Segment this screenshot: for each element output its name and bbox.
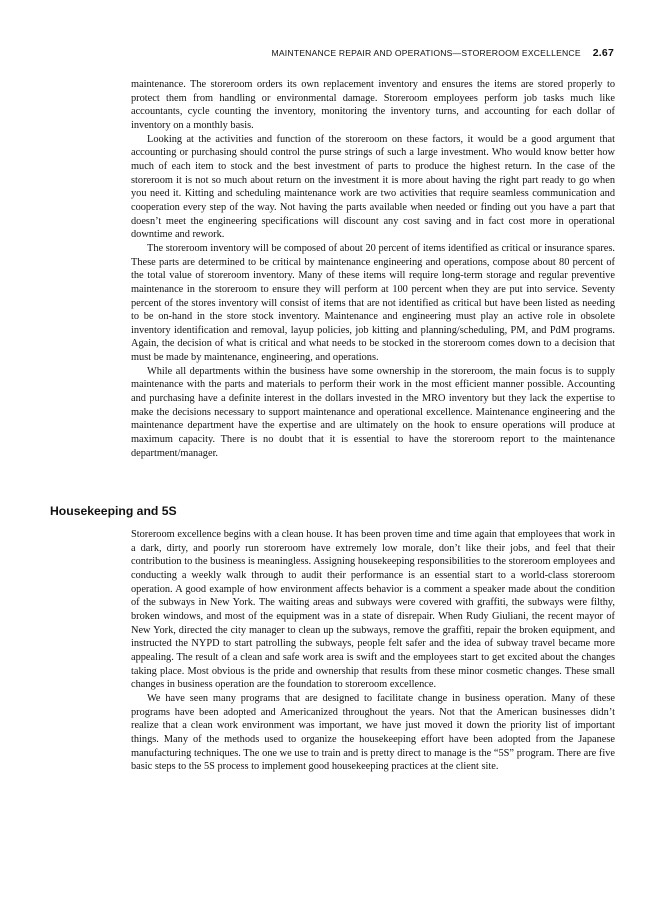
paragraph: Looking at the activities and function of the storeroom on these factors, it would be a good argument that accounting or purchasing should control the purse strings of such a large investment. Who would know better how much of each item to stock and the best investment of parts to produce the highest return. In the case of the storeroom it is not so much about return on the investment it is more about having the right part ready to go when you need it. Kitting and scheduling maintenance work are two activities that require seamless communication and cooperation every step of the way. Not having the parts available when needed or finding out you have a part that doesn’t meet the engineering specifications will discount any cost saving and in fact cost more in operational downtime and rework. [131, 133, 615, 241]
storeroom-text-block [131, 78, 615, 460]
paragraph: We have seen many programs that are designed to facilitate change in business operation. Many of these programs have been adopted and Americanized throughout the years. Not that the American businesses didn’t realize that a clean work environment was important, we have just moved it down the priority list of important things. Many of the methods used to organize the housekeeping effort have been adopted from the Japanese manufacturing techniques. The one we use to train and is pretty direct to manage is the “5S” program. There are five basic steps to the 5S process to implement good housekeeping practices at the client site. [131, 692, 615, 773]
paragraph: While all departments within the business have some ownership in the storeroom, the main focus is to supply maintenance with the parts and materials to perform their work in the most efficient manner possible. Accounting and purchasing have a definite interest in the dollars invested in the MRO inventory but they lack the expertise to make the decisions necessary to support maintenance and operational excellence. Maintenance engineering and the maintenance department have the expertise and are ultimately on the hook to ensure operations will produce at maximum capacity. There is no doubt that it is essential to have the storeroom report to the maintenance department/manager. [131, 365, 615, 459]
paragraph: Storeroom excellence begins with a clean house. It has been proven time and time again that employees that work in a dark, dirty, and poorly run storeroom have extremely low morale, don’t like their jobs, and feel that their contribution to the business is meaningless. Assigning housekeeping responsibilities to the storeroom employees and conducting a weekly walk through to audit their performance is an essential start to a world-class storeroom operation. A good example of how environment affects behavior is a comment a speaker made about the condition of the subways in New York. The waiting areas and subways were covered with graffiti, the subways were filthy, broken windows, and most of the equipment was in a state of disrepair. When Rudy Giuliani, the recent mayor of New York, directed the city manager to clean up the subways, remove the graffiti, repair the broken equipment, and instructed the NYPD to start patrolling the subways, people felt safer and the idea of subway travel became more appealing. The result of a clean and safe work area is swift and the employees start to get excited about the changes taking place. Most obvious is the pride and ownership that results from these minor cosmetic changes. These small changes in business operation are the foundation to storeroom excellence. [131, 529, 615, 691]
running-title: MAINTENANCE REPAIR AND OPERATIONS—STOREROOM EXCELLENCE [271, 48, 581, 58]
paragraph: maintenance. The storeroom orders its own replacement inventory and ensures the items are stored properly to protect them from handling or environmental damage. Storeroom employees perform job tasks much like accountants, cycle counting the inventory, monitoring the inventory turns, and accounting for each dollar of inventory on a monthly basis. [131, 79, 615, 131]
paragraph: The storeroom inventory will be composed of about 20 percent of items identified as critical or insurance spares. These parts are determined to be critical by maintenance engineering and operations, compose about 80 percent of the total value of storeroom inventory. Many of these items will require long-term storage and regular preventive maintenance in the storeroom to ensure they will perform at 100 percent when they are put into service. Seventy percent of the stores inventory will consist of items that are not identified as critical but have been listed as needing to be on-hand in the store stock inventory. Maintenance and engineering must play an active role in obsolete inventory identification and removal, layup policies, job kitting and planning/scheduling, PM, and PdM programs. Again, the decision of what is critical and what needs to be stocked in the storeroom comes down to a decision that must be made by maintenance, engineering, and operations. [131, 242, 615, 364]
running-header [220, 47, 614, 59]
section-heading: Housekeeping and 5S [50, 504, 177, 518]
page-number: 2.67 [592, 47, 614, 59]
housekeeping-text-block [131, 528, 615, 774]
